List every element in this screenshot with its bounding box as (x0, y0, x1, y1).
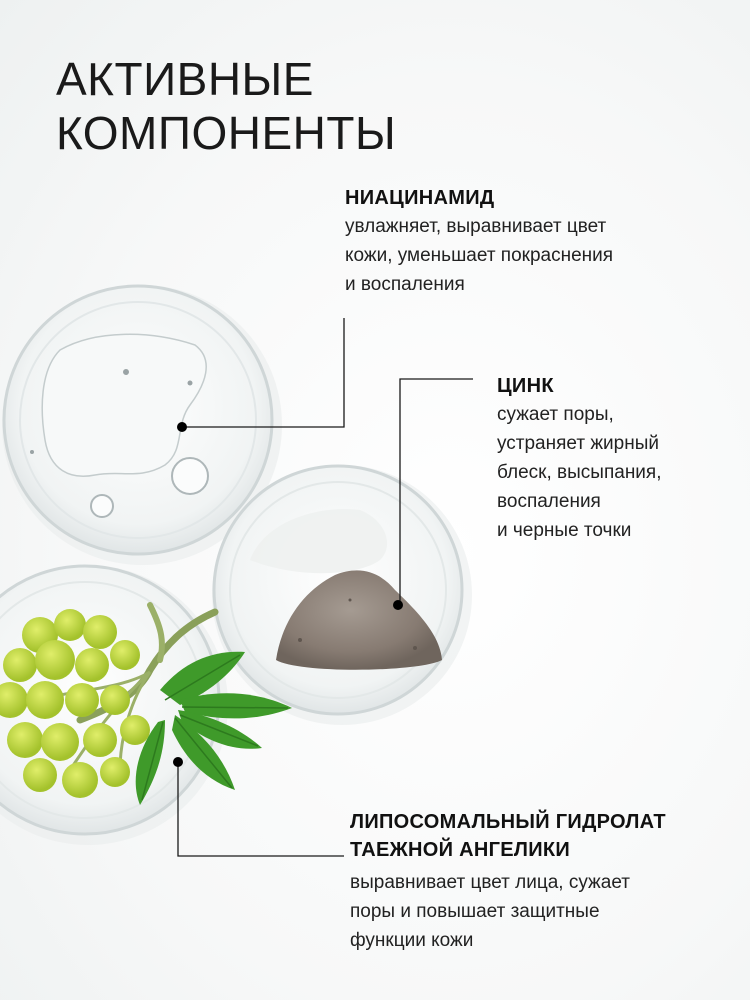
component-name: НИАЦИНАМИД (345, 187, 495, 209)
petri-dish-zinc (212, 465, 472, 725)
desc-line: блеск, высыпания, (497, 462, 662, 483)
component-angelica (350, 808, 740, 955)
component-name: ЦИНК (497, 375, 554, 397)
component-zinc (497, 372, 737, 545)
component-description (497, 400, 737, 545)
component-name (350, 808, 740, 864)
component-niacinamide (345, 184, 725, 299)
page-title (56, 52, 396, 160)
name-line: ЛИПОСОМАЛЬНЫЙ ГИДРОЛАТ (350, 811, 666, 833)
desc-line: поры и повышает защитные (350, 901, 600, 922)
title-line-2: КОМПОНЕНТЫ (56, 107, 397, 159)
desc-line: и черные точки (497, 520, 632, 541)
title-line-1: АКТИВНЫЕ (56, 53, 314, 105)
desc-line: кожи, уменьшает покраснения (345, 245, 614, 266)
component-description (350, 868, 740, 955)
desc-line: устраняет жирный (497, 433, 659, 454)
desc-line: сужает поры, (497, 404, 614, 425)
desc-line: функции кожи (350, 930, 474, 951)
component-description (345, 212, 725, 299)
desc-line: и воспаления (345, 274, 465, 295)
name-line: ТАЕЖНОЙ АНГЕЛИКИ (350, 839, 571, 861)
desc-line: выравнивает цвет лица, сужает (350, 872, 630, 893)
desc-line: увлажняет, выравнивает цвет (345, 216, 607, 237)
desc-line: воспаления (497, 491, 601, 512)
